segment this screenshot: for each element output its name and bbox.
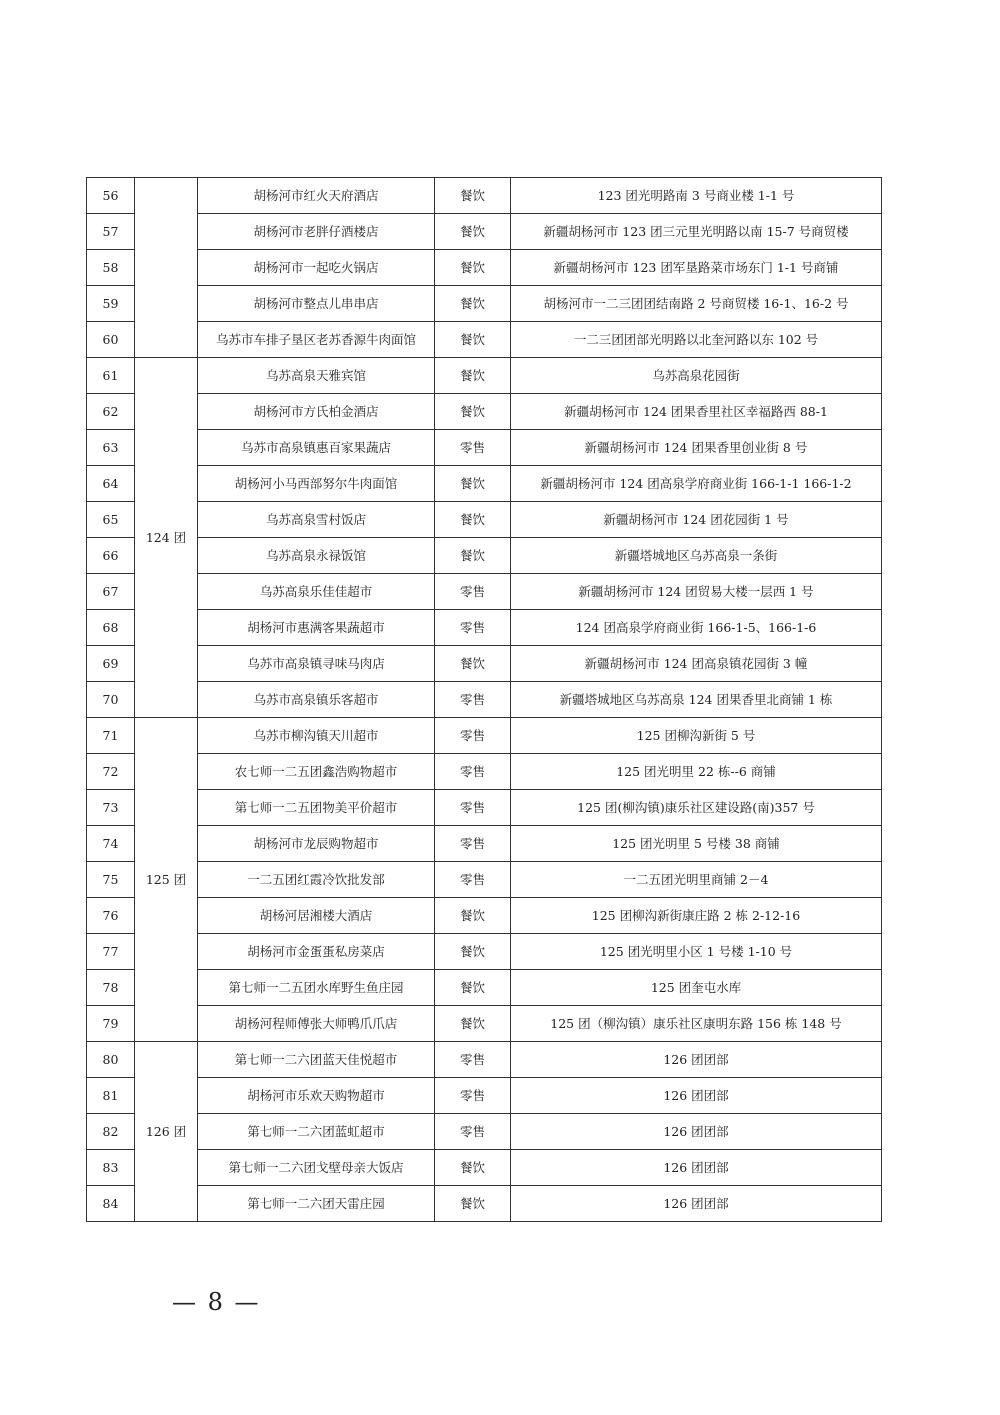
row-index-cell: 65 (87, 502, 135, 538)
merchant-name-cell: 第七师一二五团水库野生鱼庄园 (198, 970, 435, 1006)
merchant-name-cell: 胡杨河市红火天府酒店 (198, 178, 435, 214)
merchant-name-cell: 乌苏高泉永禄饭馆 (198, 538, 435, 574)
category-cell: 餐饮 (435, 358, 511, 394)
table-row (87, 934, 882, 970)
table-row (87, 1186, 882, 1222)
table-row (87, 322, 882, 358)
row-index-cell: 70 (87, 682, 135, 718)
unit-cell: 124 团 (135, 358, 198, 718)
address-cell: 125 团光明里小区 1 号楼 1-10 号 (511, 934, 882, 970)
merchant-name-cell: 胡杨河市一起吃火锅店 (198, 250, 435, 286)
category-cell: 零售 (435, 610, 511, 646)
address-cell: 125 团柳沟新街 5 号 (511, 718, 882, 754)
merchant-name-cell: 胡杨河市老胖仔酒楼店 (198, 214, 435, 250)
category-cell: 餐饮 (435, 322, 511, 358)
category-cell: 餐饮 (435, 250, 511, 286)
merchant-name-cell: 第七师一二六团蓝虹超市 (198, 1114, 435, 1150)
merchant-name-cell: 乌苏市柳沟镇天川超市 (198, 718, 435, 754)
address-cell: 一二五团光明里商铺 2－4 (511, 862, 882, 898)
category-cell: 餐饮 (435, 898, 511, 934)
table-row (87, 610, 882, 646)
address-cell: 新疆塔城地区乌苏高泉一条街 (511, 538, 882, 574)
table-row (87, 358, 882, 394)
category-cell: 零售 (435, 862, 511, 898)
row-index-cell: 66 (87, 538, 135, 574)
row-index-cell: 82 (87, 1114, 135, 1150)
merchant-name-cell: 第七师一二六团戈壁母亲大饭店 (198, 1150, 435, 1186)
address-cell: 125 团柳沟新街康庄路 2 栋 2-12-16 (511, 898, 882, 934)
table-row (87, 1078, 882, 1114)
merchant-name-cell: 第七师一二六团天雷庄园 (198, 1186, 435, 1222)
table-row (87, 1150, 882, 1186)
merchant-name-cell: 乌苏市高泉镇寻味马肉店 (198, 646, 435, 682)
unit-cell: 126 团 (135, 1042, 198, 1222)
row-index-cell: 60 (87, 322, 135, 358)
row-index-cell: 62 (87, 394, 135, 430)
table-row (87, 790, 882, 826)
address-cell: 新疆胡杨河市 124 团果香里创业街 8 号 (511, 430, 882, 466)
address-cell: 125 团奎屯水库 (511, 970, 882, 1006)
merchant-name-cell: 胡杨河市惠满客果蔬超市 (198, 610, 435, 646)
table-row (87, 250, 882, 286)
address-cell: 125 团(柳沟镇)康乐社区建设路(南)357 号 (511, 790, 882, 826)
row-index-cell: 77 (87, 934, 135, 970)
row-index-cell: 59 (87, 286, 135, 322)
row-index-cell: 84 (87, 1186, 135, 1222)
category-cell: 餐饮 (435, 1006, 511, 1042)
category-cell: 零售 (435, 574, 511, 610)
category-cell: 零售 (435, 1114, 511, 1150)
address-cell: 126 团团部 (511, 1150, 882, 1186)
table-row (87, 178, 882, 214)
table-row (87, 1042, 882, 1078)
category-cell: 餐饮 (435, 466, 511, 502)
address-cell: 新疆胡杨河市 124 团高泉镇花园街 3 幢 (511, 646, 882, 682)
table-row (87, 718, 882, 754)
merchant-name-cell: 农七师一二五团鑫浩购物超市 (198, 754, 435, 790)
category-cell: 餐饮 (435, 646, 511, 682)
merchant-name-cell: 胡杨河程师傅张大师鸭爪爪店 (198, 1006, 435, 1042)
table-row (87, 898, 882, 934)
merchant-name-cell: 胡杨河小马西部努尔牛肉面馆 (198, 466, 435, 502)
row-index-cell: 57 (87, 214, 135, 250)
address-cell: 126 团团部 (511, 1114, 882, 1150)
category-cell: 餐饮 (435, 934, 511, 970)
table-row (87, 646, 882, 682)
table-row (87, 862, 882, 898)
category-cell: 餐饮 (435, 214, 511, 250)
row-index-cell: 81 (87, 1078, 135, 1114)
category-cell: 零售 (435, 682, 511, 718)
table-row (87, 682, 882, 718)
merchant-name-cell: 胡杨河市方氏柏金酒店 (198, 394, 435, 430)
category-cell: 零售 (435, 718, 511, 754)
row-index-cell: 72 (87, 754, 135, 790)
merchant-name-cell: 胡杨河市金蛋蛋私房菜店 (198, 934, 435, 970)
address-cell: 126 团团部 (511, 1186, 882, 1222)
address-cell: 125 团（柳沟镇）康乐社区康明东路 156 栋 148 号 (511, 1006, 882, 1042)
row-index-cell: 80 (87, 1042, 135, 1078)
category-cell: 餐饮 (435, 286, 511, 322)
table-row (87, 754, 882, 790)
table-row (87, 286, 882, 322)
category-cell: 零售 (435, 1042, 511, 1078)
category-cell: 零售 (435, 826, 511, 862)
row-index-cell: 68 (87, 610, 135, 646)
merchant-name-cell: 乌苏高泉天雅宾馆 (198, 358, 435, 394)
table-row (87, 214, 882, 250)
merchant-name-cell: 第七师一二五团物美平价超市 (198, 790, 435, 826)
address-cell: 125 团光明里 22 栋--6 商铺 (511, 754, 882, 790)
unit-cell: 125 团 (135, 718, 198, 1042)
category-cell: 零售 (435, 790, 511, 826)
row-index-cell: 58 (87, 250, 135, 286)
table-row (87, 574, 882, 610)
row-index-cell: 78 (87, 970, 135, 1006)
row-index-cell: 71 (87, 718, 135, 754)
unit-cell (135, 178, 198, 358)
merchant-table (86, 177, 882, 1222)
row-index-cell: 69 (87, 646, 135, 682)
merchant-name-cell: 一二五团红霞冷饮批发部 (198, 862, 435, 898)
row-index-cell: 79 (87, 1006, 135, 1042)
category-cell: 零售 (435, 430, 511, 466)
category-cell: 餐饮 (435, 970, 511, 1006)
merchant-table-body (87, 178, 882, 1222)
row-index-cell: 61 (87, 358, 135, 394)
merchant-name-cell: 乌苏高泉乐佳佳超市 (198, 574, 435, 610)
merchant-name-cell: 胡杨河市乐欢天购物超市 (198, 1078, 435, 1114)
merchant-name-cell: 乌苏市高泉镇乐客超市 (198, 682, 435, 718)
address-cell: 乌苏高泉花园街 (511, 358, 882, 394)
row-index-cell: 64 (87, 466, 135, 502)
merchant-name-cell: 第七师一二六团蓝天佳悦超市 (198, 1042, 435, 1078)
category-cell: 餐饮 (435, 178, 511, 214)
row-index-cell: 74 (87, 826, 135, 862)
category-cell: 餐饮 (435, 394, 511, 430)
table-row (87, 538, 882, 574)
row-index-cell: 83 (87, 1150, 135, 1186)
address-cell: 新疆胡杨河市 123 团军垦路菜市场东门 1-1 号商铺 (511, 250, 882, 286)
address-cell: 126 团团部 (511, 1078, 882, 1114)
merchant-name-cell: 乌苏高泉雪村饭店 (198, 502, 435, 538)
category-cell: 餐饮 (435, 502, 511, 538)
merchant-name-cell: 胡杨河居湘楼大酒店 (198, 898, 435, 934)
row-index-cell: 67 (87, 574, 135, 610)
address-cell: 胡杨河市一二三团团结南路 2 号商贸楼 16-1、16-2 号 (511, 286, 882, 322)
address-cell: 124 团高泉学府商业街 166-1-5、166-1-6 (511, 610, 882, 646)
address-cell: 新疆塔城地区乌苏高泉 124 团果香里北商铺 1 栋 (511, 682, 882, 718)
category-cell: 餐饮 (435, 538, 511, 574)
category-cell: 餐饮 (435, 1186, 511, 1222)
address-cell: 新疆胡杨河市 124 团高泉学府商业街 166-1-1 166-1-2 (511, 466, 882, 502)
category-cell: 零售 (435, 1078, 511, 1114)
table-row (87, 1114, 882, 1150)
address-cell: 126 团团部 (511, 1042, 882, 1078)
merchant-name-cell: 乌苏市高泉镇惠百家果蔬店 (198, 430, 435, 466)
address-cell: 新疆胡杨河市 124 团花园街 1 号 (511, 502, 882, 538)
table-row (87, 466, 882, 502)
category-cell: 零售 (435, 754, 511, 790)
address-cell: 新疆胡杨河市 123 团三元里光明路以南 15-7 号商贸楼 (511, 214, 882, 250)
row-index-cell: 63 (87, 430, 135, 466)
row-index-cell: 76 (87, 898, 135, 934)
table-row (87, 826, 882, 862)
address-cell: 一二三团团部光明路以北奎河路以东 102 号 (511, 322, 882, 358)
table-row (87, 430, 882, 466)
merchant-name-cell: 胡杨河市整点儿串串店 (198, 286, 435, 322)
merchant-name-cell: 乌苏市车排子垦区老苏香源牛肉面馆 (198, 322, 435, 358)
table-row (87, 1006, 882, 1042)
page-number: — 8 — (172, 1288, 261, 1316)
table-row (87, 394, 882, 430)
table-row (87, 970, 882, 1006)
category-cell: 餐饮 (435, 1150, 511, 1186)
row-index-cell: 73 (87, 790, 135, 826)
row-index-cell: 75 (87, 862, 135, 898)
address-cell: 123 团光明路南 3 号商业楼 1-1 号 (511, 178, 882, 214)
address-cell: 新疆胡杨河市 124 团果香里社区幸福路西 88-1 (511, 394, 882, 430)
address-cell: 新疆胡杨河市 124 团贸易大楼一层西 1 号 (511, 574, 882, 610)
merchant-name-cell: 胡杨河市龙辰购物超市 (198, 826, 435, 862)
row-index-cell: 56 (87, 178, 135, 214)
table-row (87, 502, 882, 538)
address-cell: 125 团光明里 5 号楼 38 商铺 (511, 826, 882, 862)
